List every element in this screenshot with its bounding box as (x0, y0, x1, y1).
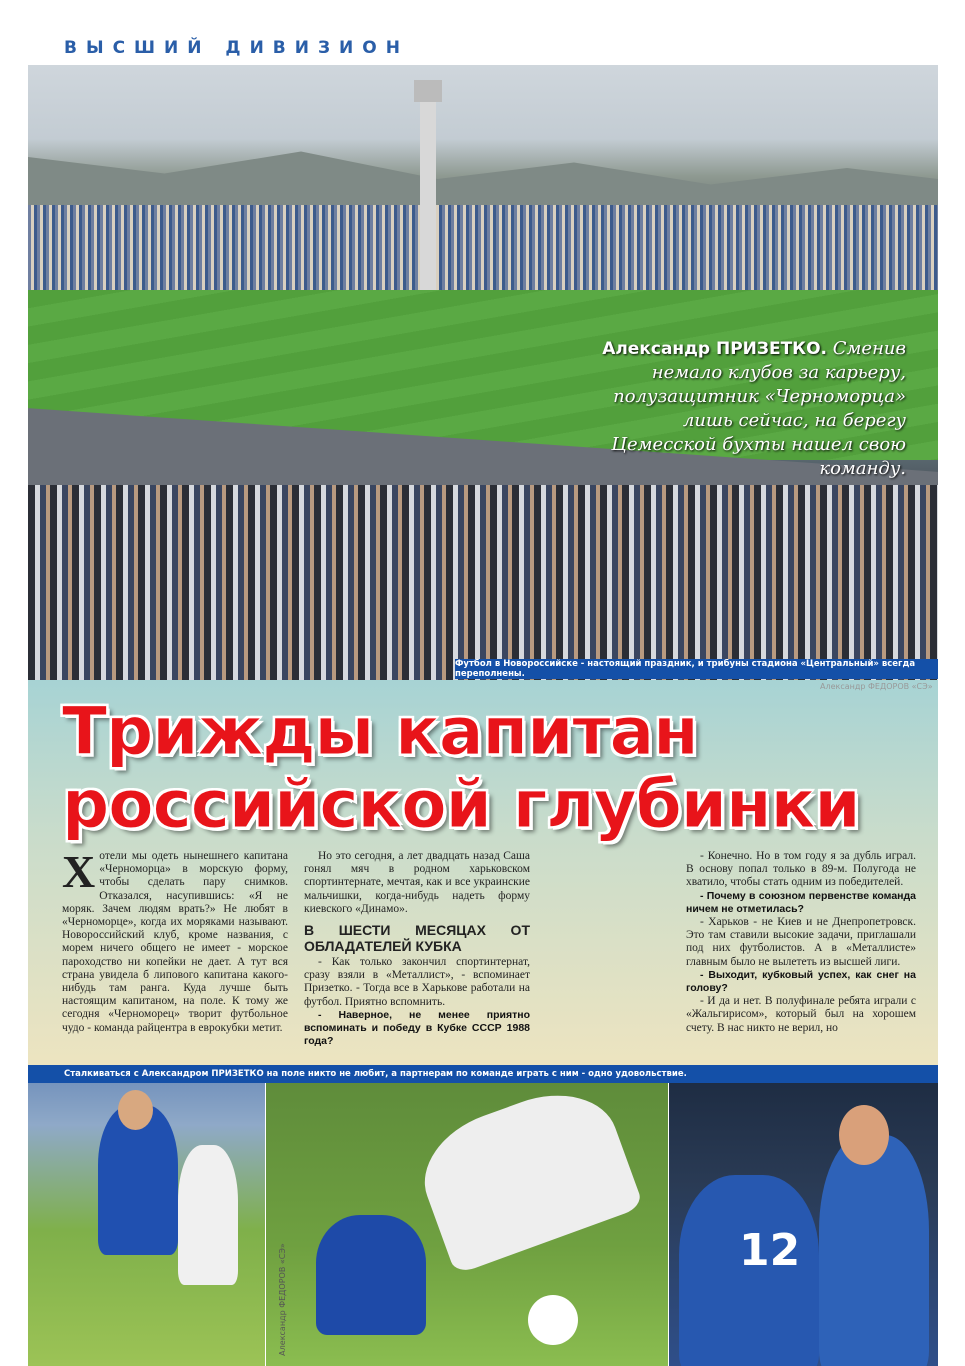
paragraph: - И да и нет. В полуфинале ребята играли с «Жальгирисом», который был на хорошем счету. В нас никто не верил, но (686, 995, 916, 1034)
bottom-photo-credit: Александр ФЕДОРОВ «СЭ» (277, 1243, 287, 1356)
interview-question: - Почему в союзном первенстве команда ничем не отметилась? (686, 889, 916, 915)
paragraph: Но это сегодня, а лет двадцать назад Саша гонял мяч в родном харьковском спортинтернате, мечтая, как и все украинские мальчишки, когда-нибудь надеть форму киевского «Динамо». (304, 850, 530, 915)
photo-quote (586, 337, 906, 481)
photo-celebration (669, 1065, 938, 1366)
article-column-3 (686, 850, 916, 1035)
top-photo-caption: Футбол в Новороссийске - настоящий праздник, и трибуны стадиона «Центральный» всегда переполнены. (455, 659, 938, 679)
section-label: ВЫСШИЙ ДИВИЗИОН (64, 38, 409, 58)
article-column-1 (62, 846, 288, 1035)
player-figure (408, 1075, 644, 1275)
headline (62, 695, 860, 841)
paragraph: - Конечно. Но в том году я за дубль играл. В основу попал только в 89-м. Полугода не хватило, чтобы стать одним из победителей. (686, 850, 916, 889)
interview-question: - Наверное, не менее приятно вспоминать и победу в Кубке СССР 1988 года? (304, 1008, 530, 1048)
photo-player-running (28, 1065, 265, 1366)
jersey-number: 12 (739, 1225, 801, 1276)
paragraph: - Как только закончил спортинтернат, сразу взяли в «Металлист», - вспоминает Призетко. - Тогда все в Харькове работали на футбол. Приятно вспомнить. (304, 956, 530, 1008)
headline-line1: Трижды капитан (62, 693, 698, 770)
subheading: В ШЕСТИ МЕСЯЦАХ ОТ ОБЛАДАТЕЛЕЙ КУБКА (304, 922, 530, 955)
player-head (839, 1105, 889, 1165)
ball (528, 1295, 578, 1345)
headline-line2: российской глубинки (62, 766, 860, 843)
top-photo-credit: Александр ФЕДОРОВ «СЭ» (820, 682, 933, 691)
drop-cap: Х (62, 846, 96, 897)
quote-name: Александр ПРИЗЕТКО. (602, 339, 827, 359)
photo-tackle (266, 1065, 668, 1366)
quote-text: Сменив немало клубов за карьеру, полузащитник «Черноморца» лишь сейчас, на берегу Цемесской бухты нашел свою команду. (611, 338, 906, 479)
stadium-photo (28, 65, 938, 680)
crowd (28, 485, 938, 680)
player-figure (819, 1135, 929, 1366)
player-figure (178, 1145, 238, 1285)
interview-question: - Выходит, кубковый успех, как снег на голову? (686, 968, 916, 995)
player-head (118, 1090, 153, 1130)
article-column-2 (304, 850, 530, 1048)
player-figure (316, 1215, 426, 1335)
paragraph: отели мы одеть нынешнего капитана «Черноморца» в морскую форму, чтобы сделать пару снимков. Отказался, насупившись: «Я не моряк. Зачем людям врать?» Не любят в «Черноморце», когда их моряками называют. Новороссийский клуб, кроме названия, с морем ничего общего не имеет - морское пароходство ни копейки не дает. А тут вся страна увидела б липового капитана какого-нибудь там ранга. Куда лучше быть настоящим капитаном, на поле. К тому же сегодня «Черноморец» творит футбольное чудо - команда райцентра в еврокубки метит. (62, 850, 288, 1034)
stands (28, 205, 938, 295)
paragraph: - Харьков - не Киев и не Днепропетровск. Это там ставили высокие задачи, приглашали под них футболистов. А в «Металлисте» главным было не вылететь из высшей лиги. (686, 916, 916, 968)
floodlight-tower (420, 80, 436, 295)
bottom-photo-caption: Сталкиваться с Александром ПРИЗЕТКО на поле никто не любит, а партнерам по команде играть с ним - одно удовольствие. (28, 1065, 938, 1083)
